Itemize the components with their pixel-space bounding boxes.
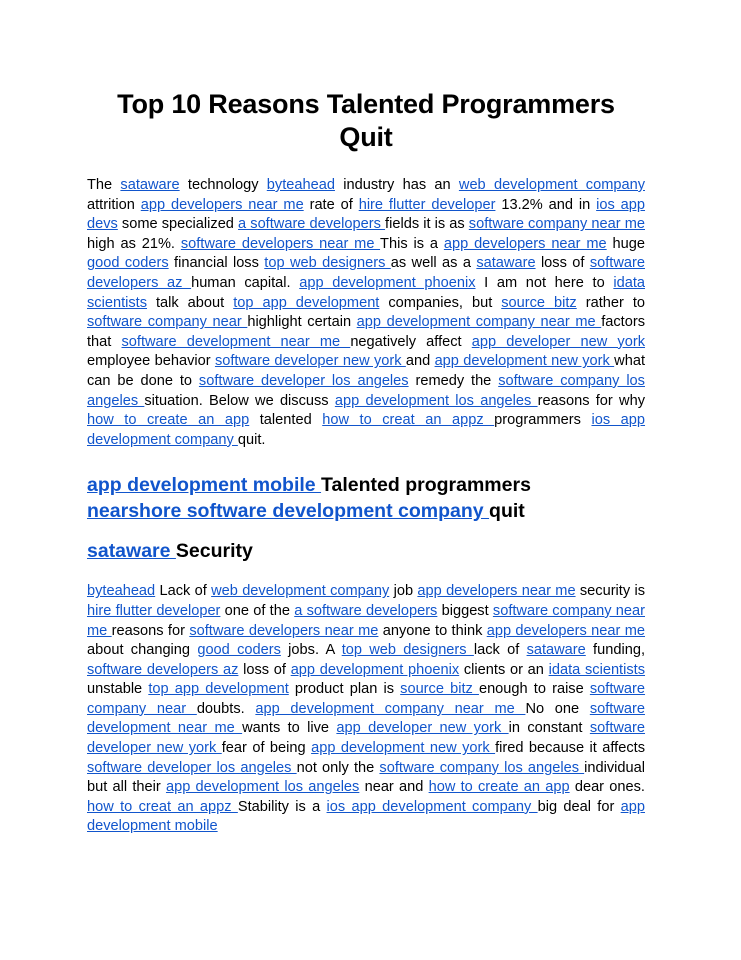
inline-text: reasons for why bbox=[537, 392, 645, 409]
inline-text: anyone to think bbox=[378, 622, 487, 639]
inline-text: one of the bbox=[220, 602, 295, 619]
inline-text: and bbox=[405, 353, 435, 370]
inline-text: as well as a bbox=[390, 255, 477, 272]
inline-link[interactable]: a software developers bbox=[238, 216, 386, 233]
security-paragraph bbox=[87, 582, 645, 837]
inline-text: highlight certain bbox=[247, 314, 357, 331]
intro-paragraph bbox=[87, 176, 645, 450]
inline-link[interactable]: web development company bbox=[458, 177, 645, 193]
inline-text: security is bbox=[575, 583, 646, 600]
inline-link[interactable]: software developers az bbox=[87, 661, 239, 678]
inline-text: human capital. bbox=[191, 274, 300, 291]
inline-link[interactable]: software developer los angeles bbox=[87, 759, 297, 776]
inline-link[interactable]: software company near bbox=[87, 681, 646, 717]
inline-text: financial loss bbox=[168, 255, 265, 272]
inline-text: Lack of bbox=[155, 583, 212, 600]
inline-link[interactable]: top app development bbox=[148, 681, 289, 698]
inline-text: companies, but bbox=[379, 294, 502, 311]
inline-text: The bbox=[87, 177, 121, 193]
inline-link[interactable]: source bitz bbox=[501, 294, 577, 311]
inline-link[interactable]: app development mobile bbox=[87, 798, 645, 835]
inline-link[interactable]: software development near me bbox=[121, 333, 351, 350]
inline-link[interactable]: software developers near me bbox=[180, 235, 381, 252]
inline-text: loss of bbox=[238, 661, 291, 678]
inline-link[interactable]: software company los angeles bbox=[87, 372, 645, 409]
inline-text: enough to raise bbox=[478, 681, 590, 698]
inline-text: biggest bbox=[437, 602, 493, 619]
inline-link[interactable]: app development los angeles bbox=[334, 392, 538, 409]
inline-text: clients or an bbox=[459, 661, 549, 678]
inline-link[interactable]: ios app development company bbox=[87, 412, 646, 448]
inline-text: jobs. A bbox=[280, 642, 342, 659]
inline-text: fear of being bbox=[221, 740, 312, 757]
inline-link[interactable]: source bitz bbox=[400, 681, 479, 698]
inline-link[interactable]: software developer new york bbox=[214, 353, 406, 370]
inline-link[interactable]: top web designers bbox=[341, 642, 474, 659]
inline-text: dear ones. bbox=[569, 779, 645, 796]
inline-link[interactable]: top app development bbox=[233, 294, 380, 311]
inline-text: unstable bbox=[87, 681, 149, 698]
inline-text: wants to live bbox=[242, 720, 337, 737]
inline-text: technology bbox=[179, 177, 267, 193]
inline-link[interactable]: hire flutter developer bbox=[87, 602, 221, 619]
heading-text-talented-programmers: Talented programmers bbox=[321, 474, 531, 497]
inline-text: 13.2% and in bbox=[495, 196, 597, 213]
inline-link[interactable]: software company near me bbox=[468, 216, 645, 233]
inline-link[interactable]: app developers near me bbox=[486, 622, 646, 639]
inline-text: situation. Below we discuss bbox=[144, 392, 335, 409]
heading-text-security: Security bbox=[175, 540, 253, 563]
inline-text: programmers bbox=[494, 412, 592, 429]
inline-text: rate of bbox=[303, 196, 359, 213]
inline-link[interactable]: how to creat an appz bbox=[322, 412, 495, 429]
inline-link[interactable]: good coders bbox=[87, 255, 169, 272]
inline-link[interactable]: app developer new york bbox=[471, 333, 646, 350]
inline-text: negatively affect bbox=[350, 333, 472, 350]
inline-text: rather to bbox=[576, 294, 645, 311]
inline-text: some specialized bbox=[117, 216, 239, 233]
page-title: Top 10 Reasons Talented Programmers Quit bbox=[117, 89, 615, 152]
inline-text: individual but all their bbox=[87, 759, 646, 796]
inline-link[interactable]: software developers az bbox=[87, 255, 645, 291]
inline-link[interactable]: app development phoenix bbox=[290, 661, 460, 678]
inline-text: product plan is bbox=[288, 681, 401, 698]
inline-link[interactable]: app development new york bbox=[434, 353, 615, 370]
inline-text: funding, bbox=[585, 642, 645, 659]
inline-link[interactable]: how to create an app bbox=[87, 412, 250, 429]
inline-link[interactable]: app development new york bbox=[311, 740, 496, 757]
inline-link[interactable]: software developer los angeles bbox=[198, 372, 409, 389]
inline-link[interactable]: ios app development company bbox=[326, 798, 538, 815]
inline-text: loss of bbox=[535, 255, 590, 272]
inline-link[interactable]: app developers near me bbox=[140, 196, 304, 213]
heading-text-quit: quit bbox=[489, 500, 525, 523]
inline-text: talk about bbox=[147, 294, 234, 311]
inline-text: near and bbox=[359, 779, 429, 796]
inline-text: Stability is a bbox=[237, 798, 327, 815]
inline-text: doubts. bbox=[196, 700, 256, 717]
inline-link[interactable]: app developer new york bbox=[336, 720, 509, 737]
heading-link-nearshore[interactable]: nearshore software development company bbox=[87, 500, 490, 523]
inline-link[interactable]: byteahead bbox=[266, 177, 335, 193]
inline-link[interactable]: software developers near me bbox=[189, 622, 379, 639]
inline-text: huge bbox=[606, 235, 645, 252]
inline-text: high as 21%. bbox=[87, 235, 181, 252]
inline-link[interactable]: software company near bbox=[87, 314, 248, 331]
inline-link[interactable]: app developers near me bbox=[417, 583, 576, 600]
inline-link[interactable]: idata scientists bbox=[548, 661, 646, 678]
subsection-heading bbox=[87, 538, 645, 564]
heading-link-app-development-mobile[interactable]: app development mobile bbox=[87, 474, 322, 497]
inline-link[interactable]: idata scientists bbox=[87, 274, 645, 311]
inline-text: quit. bbox=[237, 431, 266, 448]
inline-text: I am not here to bbox=[475, 274, 614, 291]
inline-link[interactable]: sataware bbox=[120, 177, 180, 193]
inline-text: lack of bbox=[473, 642, 527, 659]
inline-text: This is a bbox=[380, 235, 444, 252]
inline-text: industry has an bbox=[334, 177, 459, 193]
inline-link[interactable]: top web designers bbox=[264, 255, 391, 272]
inline-link[interactable]: how to create an app bbox=[428, 779, 570, 796]
inline-text: not only the bbox=[296, 759, 380, 776]
inline-text: big deal for bbox=[537, 798, 621, 815]
inline-link[interactable]: sataware bbox=[526, 642, 586, 659]
inline-link[interactable]: app development company near me bbox=[356, 314, 602, 331]
document-page bbox=[87, 88, 645, 837]
inline-text: in constant bbox=[508, 720, 590, 737]
inline-link[interactable]: software company near me bbox=[87, 602, 645, 639]
inline-link[interactable]: byteahead bbox=[87, 583, 156, 600]
inline-text: No one bbox=[525, 700, 590, 717]
inline-text: about changing bbox=[87, 642, 198, 659]
inline-link[interactable]: app development company near me bbox=[255, 700, 526, 717]
inline-text: fired because it affects bbox=[495, 740, 645, 757]
inline-link[interactable]: web development company bbox=[211, 583, 390, 600]
inline-link[interactable]: software development near me bbox=[87, 700, 645, 737]
inline-link[interactable]: app developers near me bbox=[443, 235, 607, 252]
inline-link[interactable]: software developer new york bbox=[87, 720, 646, 757]
inline-link[interactable]: how to creat an appz bbox=[87, 798, 238, 815]
inline-link[interactable]: hire flutter developer bbox=[358, 196, 496, 213]
inline-text: remedy the bbox=[408, 372, 499, 389]
section-heading bbox=[87, 472, 645, 524]
inline-text: attrition bbox=[87, 196, 141, 213]
inline-link[interactable]: software company los angeles bbox=[379, 759, 585, 776]
inline-link[interactable]: good coders bbox=[197, 642, 281, 659]
inline-link[interactable]: app development phoenix bbox=[299, 274, 476, 291]
inline-text: job bbox=[389, 583, 418, 600]
inline-link[interactable]: a software developers bbox=[294, 602, 438, 619]
inline-text: fields it is as bbox=[385, 216, 469, 233]
inline-link[interactable]: app development los angeles bbox=[165, 779, 360, 796]
inline-text: employee behavior bbox=[87, 353, 215, 370]
inline-text: factors that bbox=[87, 314, 645, 350]
inline-text: reasons for bbox=[111, 622, 190, 639]
inline-text: what can be done to bbox=[87, 353, 645, 389]
inline-link[interactable]: sataware bbox=[476, 255, 536, 272]
inline-text: talented bbox=[249, 412, 323, 429]
heading-link-sataware[interactable]: sataware bbox=[87, 540, 176, 563]
inline-link[interactable]: ios app devs bbox=[87, 196, 646, 233]
